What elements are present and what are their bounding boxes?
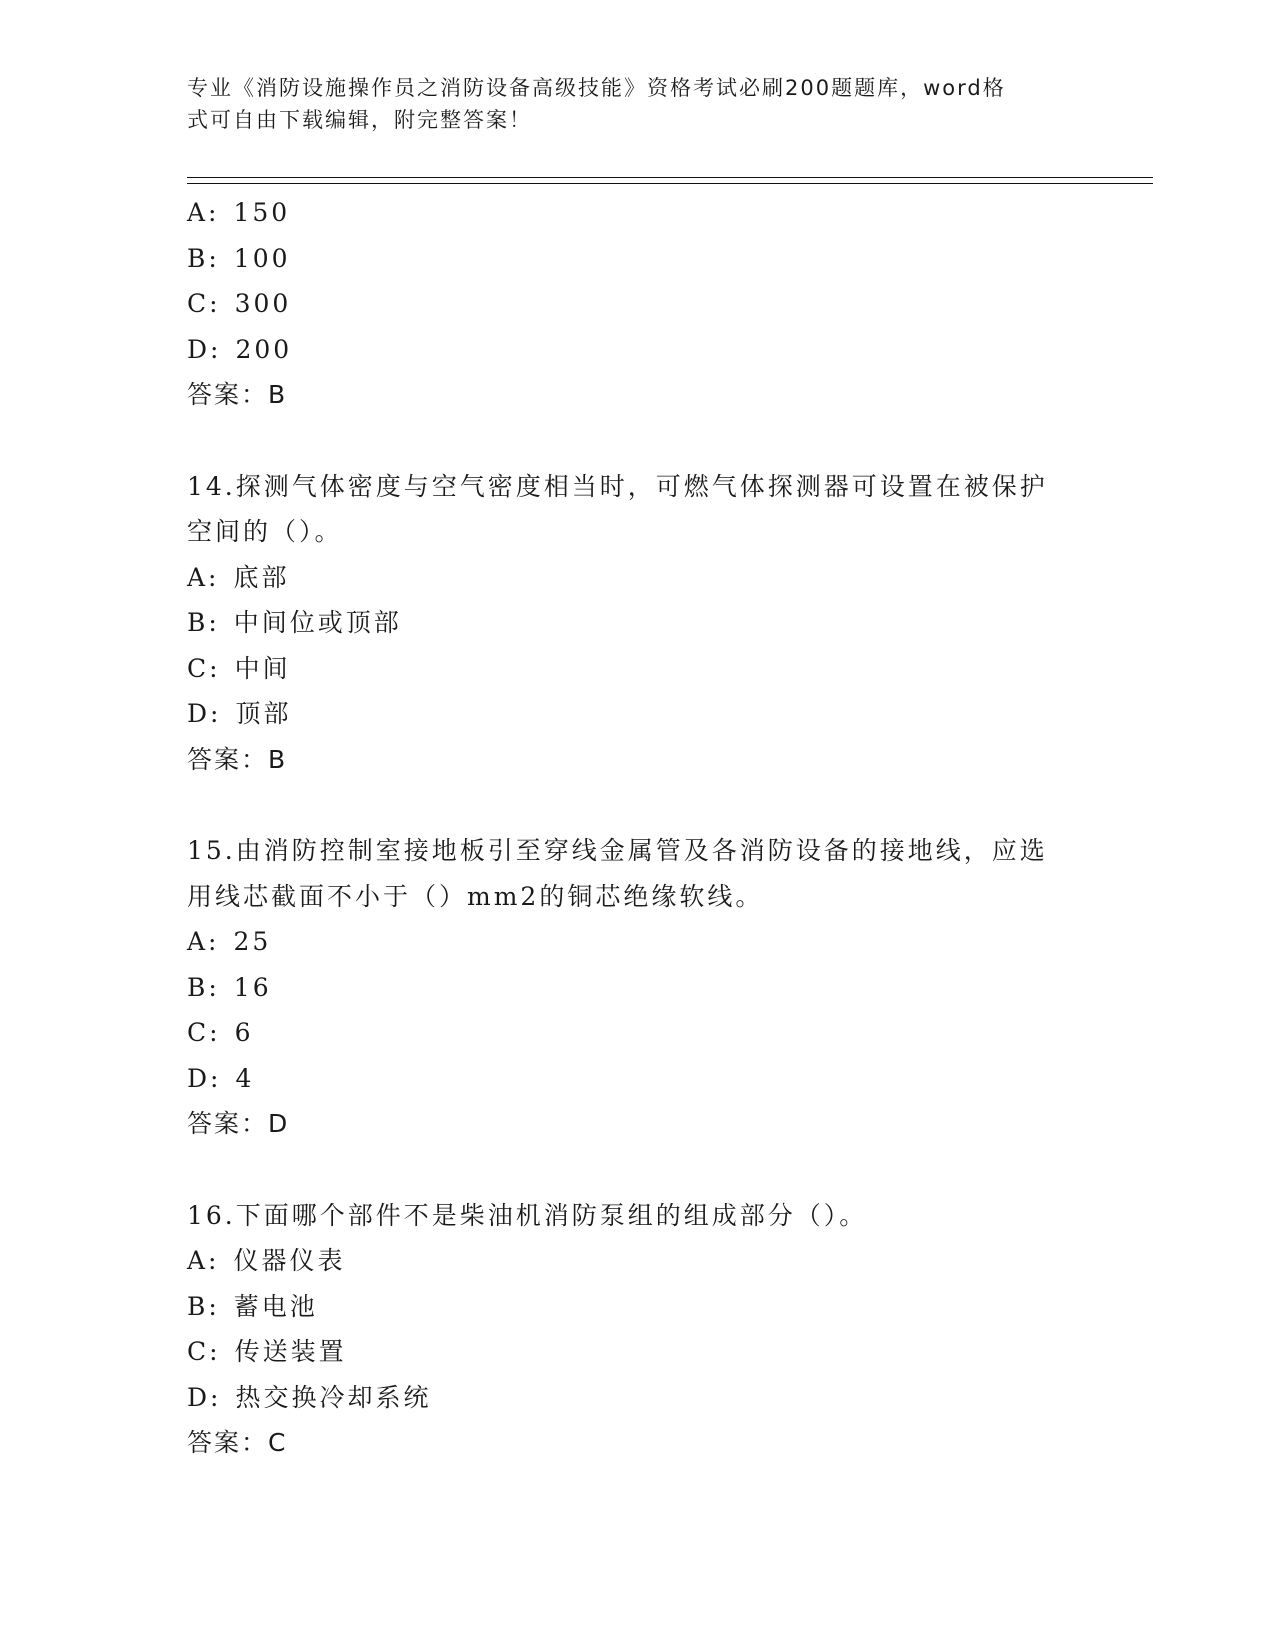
question-14	[187, 464, 1087, 783]
option-a: A: 底部	[187, 562, 290, 592]
question-stem-cont: 空间的（）。	[187, 517, 343, 546]
document-header	[187, 72, 1067, 136]
option-c: C: 6	[187, 1018, 254, 1047]
option-a: A: 150	[187, 198, 291, 227]
question-list	[187, 190, 1087, 1466]
option-d: D: 4	[187, 1063, 255, 1093]
option-b: B: 100	[187, 243, 291, 273]
answer: 答案：D	[187, 1109, 290, 1138]
question-15	[187, 828, 1087, 1147]
answer: 答案：B	[187, 380, 288, 409]
question-13-continued	[187, 190, 1087, 418]
option-c: C: 中间	[187, 653, 291, 683]
header-line-1: 专业《消防设施操作员之消防设备高级技能》资格考试必刷200题题库，word格	[187, 76, 1006, 100]
question-stem: 16.下面哪个部件不是柴油机消防泵组的组成部分（）。	[187, 1200, 868, 1230]
option-c: C: 300	[187, 289, 292, 318]
question-stem: 14.探测气体密度与空气密度相当时，可燃气体探测器可设置在被保护	[187, 471, 1048, 501]
option-c: C: 传送装置	[187, 1337, 347, 1366]
question-stem-cont: 用线芯截面不小于（）mm2的铜芯绝缘软线。	[187, 881, 764, 911]
option-b: B: 16	[187, 972, 272, 1002]
header-divider-bottom	[187, 183, 1153, 184]
option-d: D: 200	[187, 334, 293, 364]
option-b: B: 蓄电池	[187, 1291, 318, 1321]
header-line-2: 式可自由下载编辑，附完整答案！	[187, 108, 532, 132]
header-divider-top	[187, 177, 1153, 178]
question-stem: 15.由消防控制室接地板引至穿线金属管及各消防设备的接地线，应选	[187, 836, 1048, 865]
answer: 答案：C	[187, 1428, 288, 1457]
option-a: A: 25	[187, 927, 272, 956]
option-a: A: 仪器仪表	[187, 1246, 346, 1275]
option-b: B: 中间位或顶部	[187, 608, 402, 637]
option-d: D: 热交换冷却系统	[187, 1382, 432, 1412]
option-d: D: 顶部	[187, 699, 292, 728]
question-16	[187, 1193, 1087, 1466]
answer: 答案：B	[187, 744, 288, 774]
